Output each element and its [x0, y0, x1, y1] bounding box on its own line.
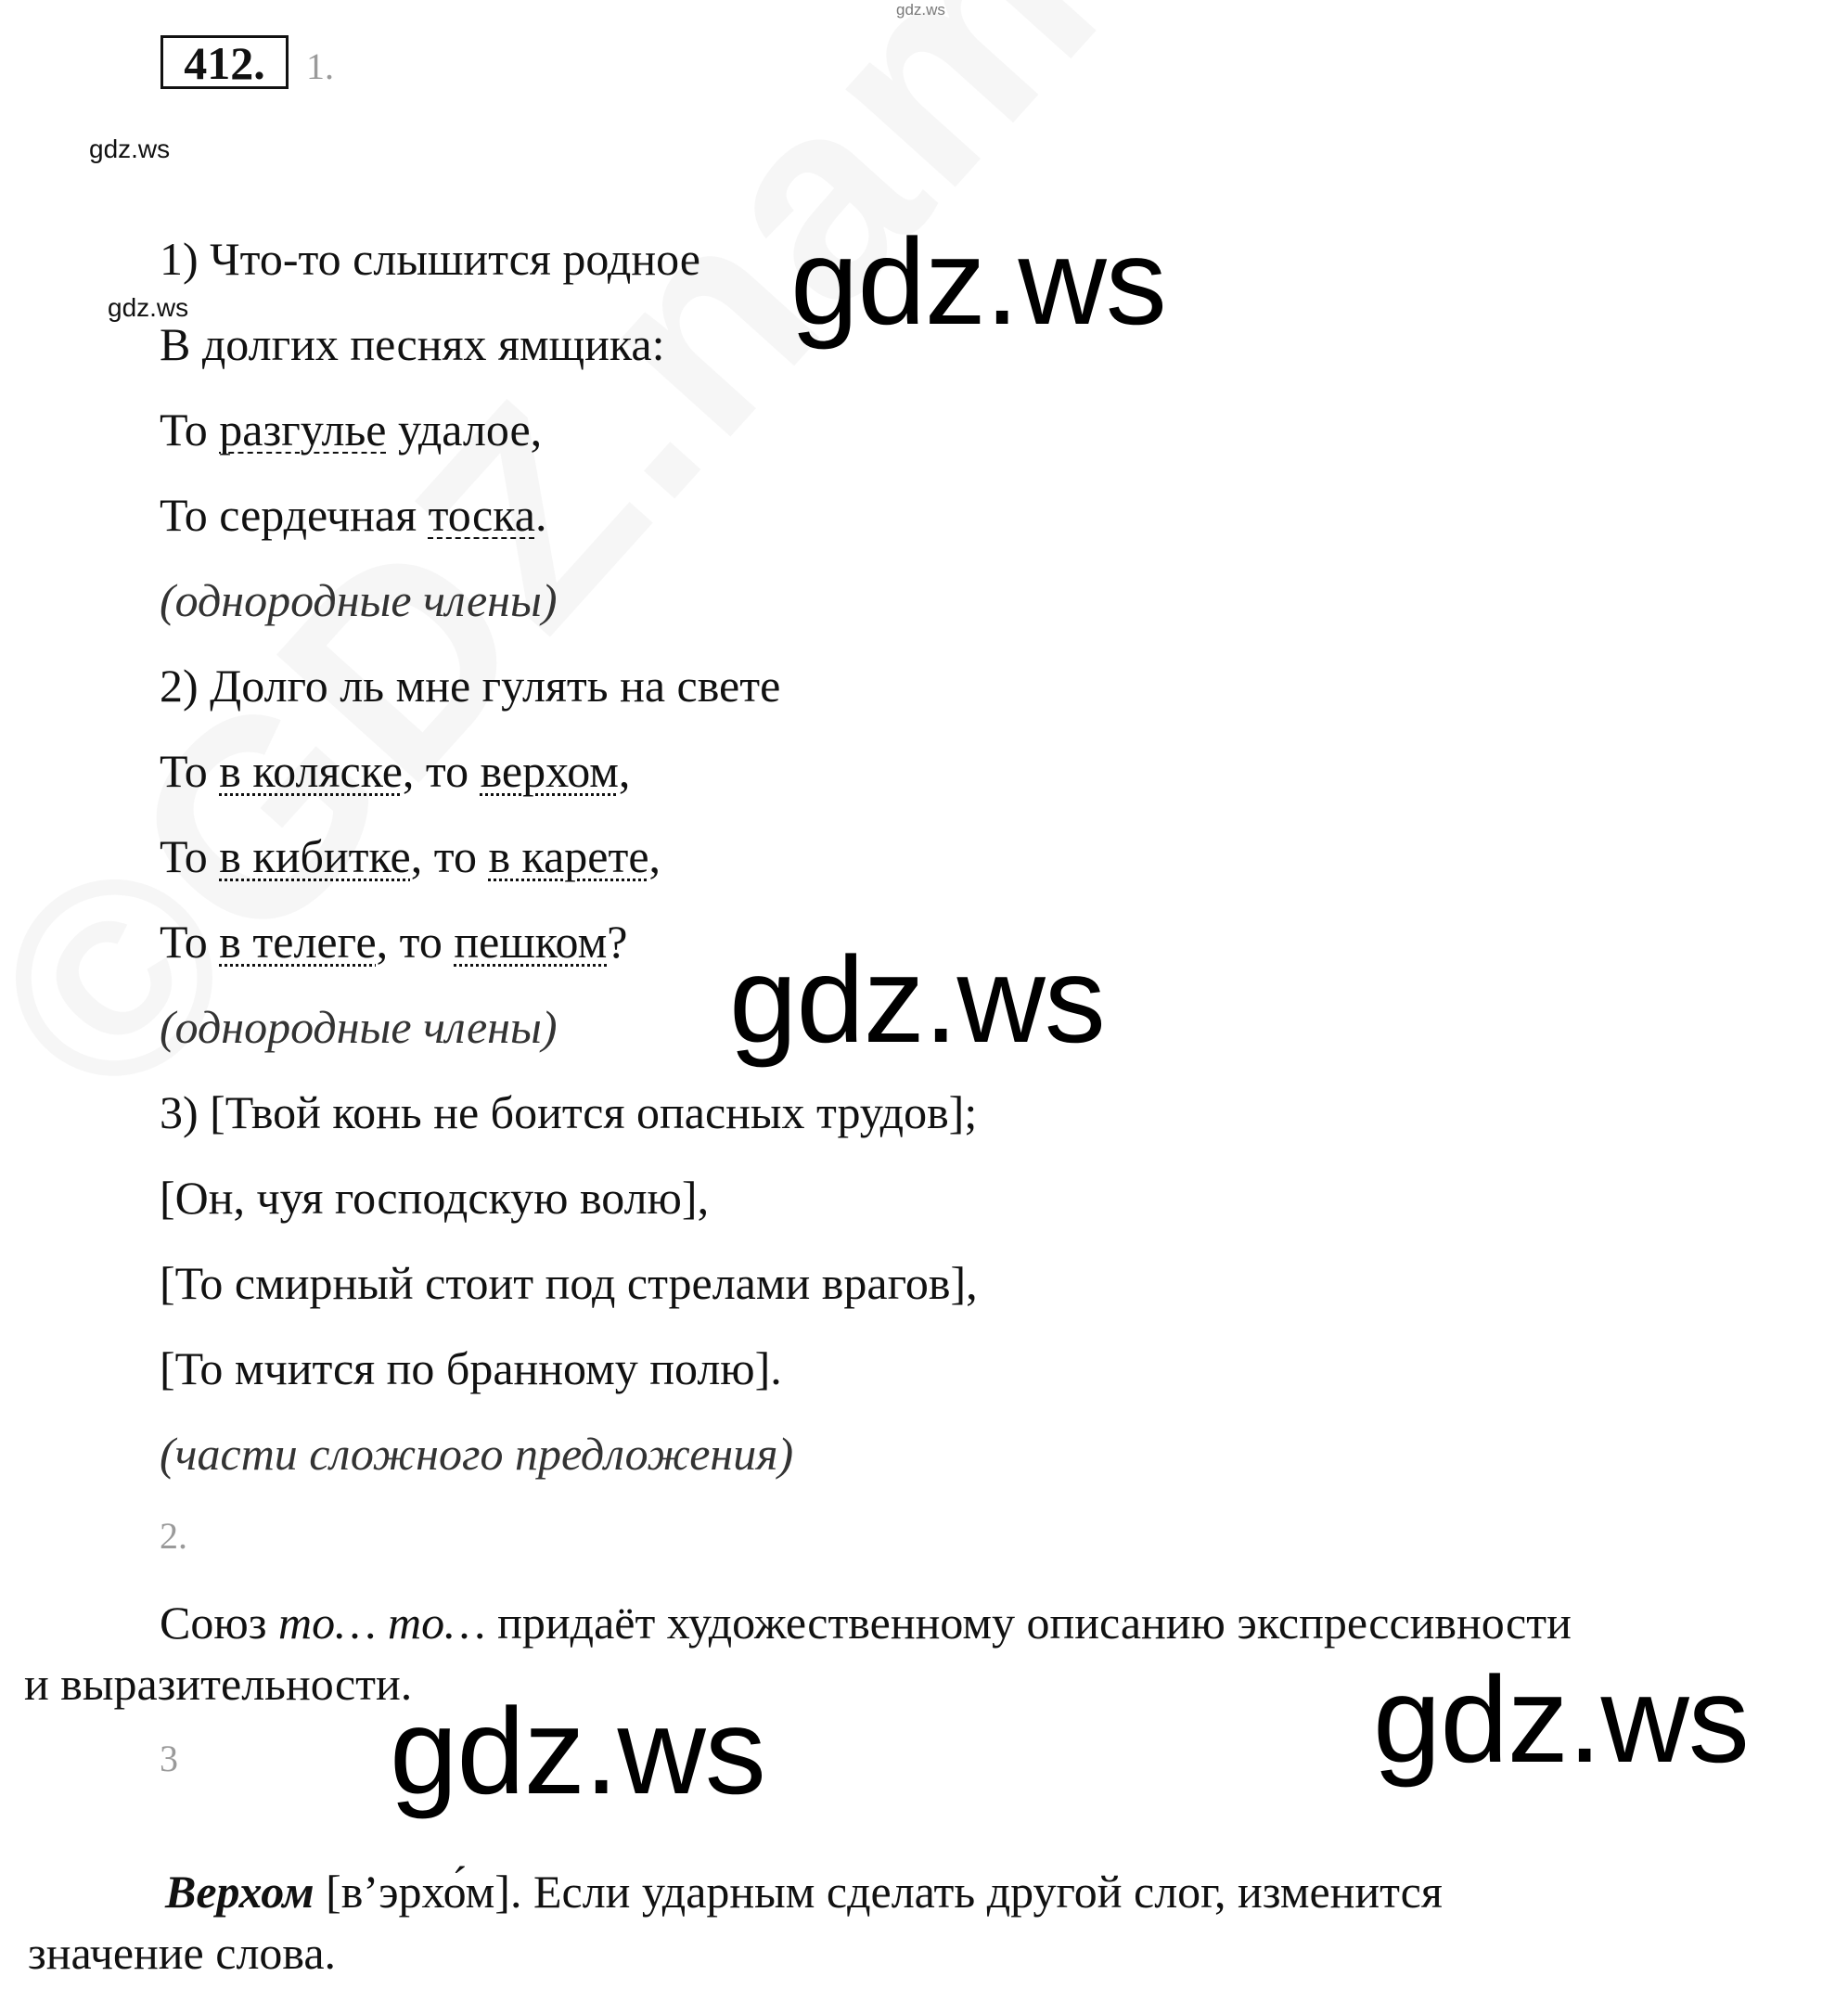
poem1-line-1: 1) Что-то слышится родное [160, 233, 700, 285]
poem1-line-2: В долгих песнях ямщика: [160, 318, 665, 370]
poem2-line-1: 2) Долго ль мне гулять на свете [160, 660, 781, 712]
poem1-line-4: То сердечная тоска. [160, 489, 547, 541]
big-watermark-1: gdz.ws [790, 213, 1166, 350]
poem3-note: (части сложного предложения) [160, 1428, 794, 1480]
big-watermark-2: gdz.ws [729, 931, 1105, 1068]
underlined-adverbial: в кибитке [219, 830, 411, 882]
poem3-line-3: [То смирный стоит под стрелами врагов], [160, 1257, 978, 1309]
top-watermark: gdz.ws [896, 1, 945, 19]
big-watermark-3: gdz.ws [1373, 1651, 1749, 1788]
poem2-note: (однородные члены) [160, 1001, 558, 1053]
part-2-label: 2. [160, 1515, 187, 1557]
poem2-line-3: То в кибитке, то в карете, [160, 830, 661, 882]
underlined-subject: разгулье [219, 404, 387, 456]
underlined-adverbial: пешком [454, 916, 608, 968]
small-watermark-2: gdz.ws [108, 293, 189, 322]
answer3-line-1: Верхом [в’эрхо́м]. Если ударным сделать другой слог, изменится [165, 1866, 1443, 1918]
poem1-note: (однородные члены) [160, 574, 558, 626]
answer3-line-2: значение слова. [28, 1927, 337, 1979]
underlined-adverbial: в карете [488, 830, 649, 882]
poem3-line-1: 3) [Твой конь не боится опасных трудов]; [160, 1086, 978, 1138]
answer2-line-1: Союз то… то… придаёт художественному описанию экспрессивности [160, 1597, 1572, 1649]
part-1-label: 1. [306, 45, 334, 87]
underlined-subject: тоска [428, 489, 535, 541]
task-number: 412. [160, 35, 289, 89]
part-3-label: 3 [160, 1738, 178, 1779]
poem1-line-3: То разгулье удалое, [160, 404, 543, 456]
poem2-line-2: То в коляске, то верхом, [160, 745, 631, 797]
small-watermark-1: gdz.ws [89, 135, 171, 163]
poem2-line-4: То в телеге, то пешком? [160, 916, 628, 968]
underlined-adverbial: в коляске [219, 745, 403, 797]
conjunction: то… то… [277, 1597, 486, 1649]
key-word: Верхом [165, 1866, 314, 1918]
underlined-adverbial: в телеге [219, 916, 377, 968]
poem3-line-2: [Он, чуя господскую волю], [160, 1172, 710, 1224]
answer2-line-2: и выразительности. [24, 1658, 413, 1710]
poem3-line-4: [То мчится по бранному полю]. [160, 1342, 782, 1394]
underlined-adverbial: верхом [480, 745, 619, 797]
big-watermark-4: gdz.ws [390, 1683, 765, 1819]
